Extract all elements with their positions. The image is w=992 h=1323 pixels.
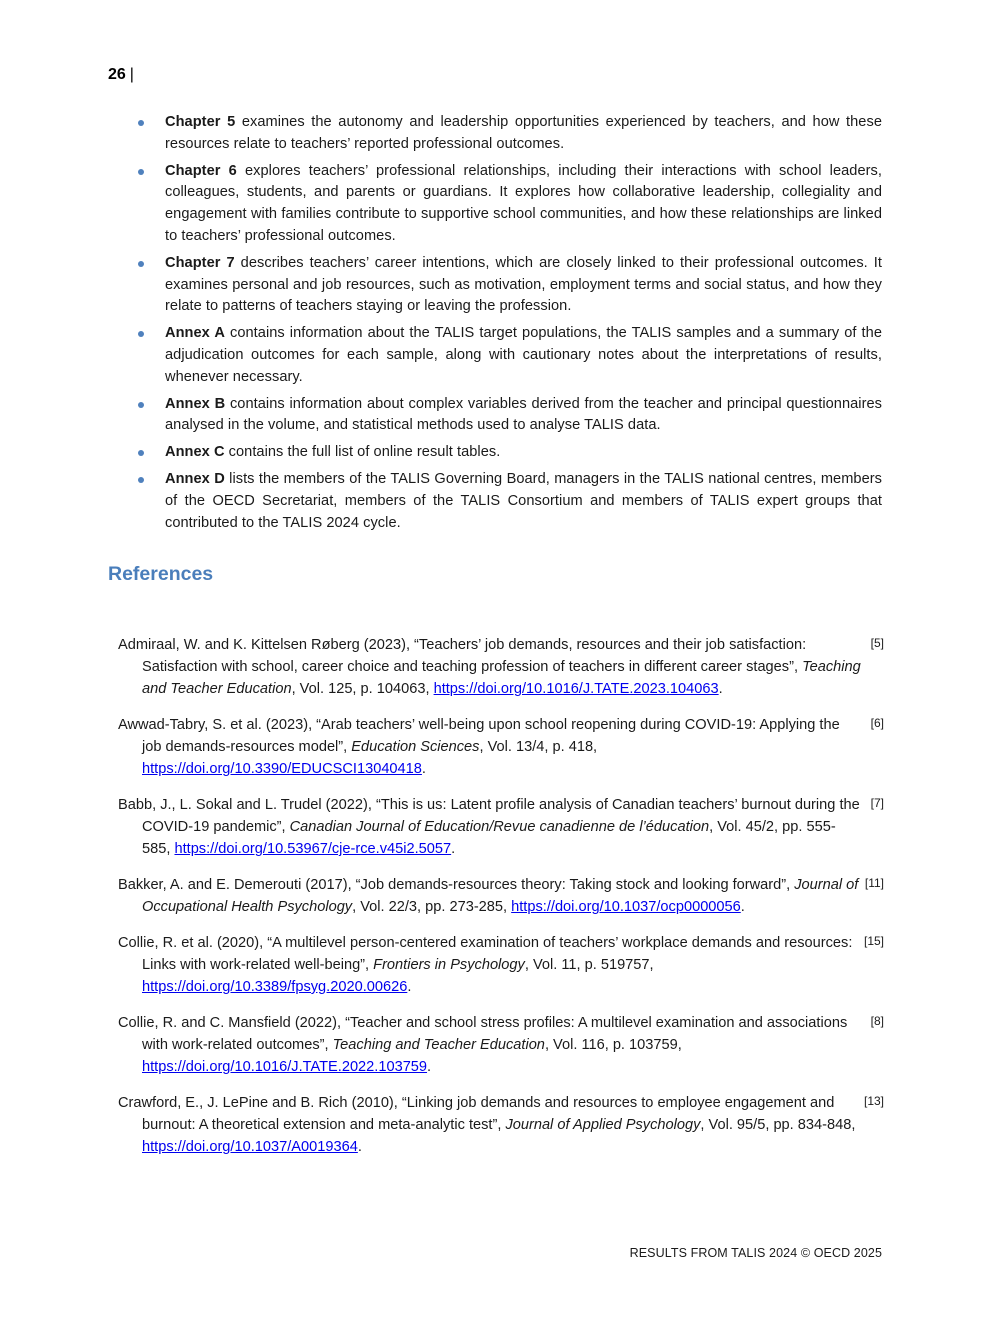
reference-number: [13] xyxy=(863,1094,884,1108)
reference-number: [11] xyxy=(864,876,884,890)
reference-entry xyxy=(118,874,886,918)
bullet-lead: Chapter 5 xyxy=(165,114,236,130)
bullet-lead: Annex B xyxy=(165,395,226,412)
bullet-text: contains the full list of online result tables. xyxy=(224,444,501,461)
references-list xyxy=(118,634,886,1172)
bullet-lead: Chapter 6 xyxy=(165,162,237,179)
bullet-icon xyxy=(138,261,144,267)
reference-volume: , Vol. 22/3, pp. 273-285, xyxy=(352,899,512,915)
reference-authors-title: Babb, J., L. Sokal and L. Trudel (2022), “This is us: Latent profile analysis of Canadian teachers’ burnout during the COVID-19 pandemic”, xyxy=(118,797,860,835)
bullet-icon xyxy=(138,331,144,337)
reference-authors-title: Collie, R. and C. Mansfield (2022), “Teacher and school stress profiles: A multilevel examination and associations with work-related outcomes”, xyxy=(118,1015,848,1053)
references-heading: References xyxy=(108,563,214,585)
reference-number: [7] xyxy=(870,796,884,810)
reference-number: [5] xyxy=(870,636,884,650)
list-item xyxy=(136,394,882,438)
reference-text xyxy=(118,874,862,918)
reference-end: . xyxy=(421,761,426,777)
reference-volume: , Vol. 116, p. 103759, xyxy=(544,1037,682,1053)
reference-doi-link[interactable]: https://doi.org/10.53967/cje-rce.v45i2.5057 xyxy=(174,841,452,857)
reference-text xyxy=(118,794,862,860)
reference-entry xyxy=(118,1092,886,1158)
reference-text xyxy=(118,932,862,998)
page-number xyxy=(108,66,134,84)
reference-number: [6] xyxy=(870,716,884,730)
reference-text xyxy=(118,634,862,700)
reference-end: . xyxy=(357,1139,362,1155)
list-item xyxy=(136,161,882,248)
reference-entry xyxy=(118,714,886,780)
chapter-bullet-list xyxy=(136,112,882,539)
reference-volume: , Vol. 45/2, pp. 555-585, xyxy=(142,819,836,857)
reference-authors-title: Awwad-Tabry, S. et al. (2023), “Arab teachers’ well-being upon school reopening during COVID-19: Applying the job demands-resources model”, xyxy=(118,717,840,755)
reference-doi-link[interactable]: https://doi.org/10.3389/fpsyg.2020.00626 xyxy=(142,979,408,995)
reference-authors-title: Crawford, E., J. LePine and B. Rich (2010), “Linking job demands and resources to employee engagement and burnout: A theoretical extension and meta-analytic test”, xyxy=(118,1095,835,1133)
reference-volume: , Vol. 11, p. 519757, xyxy=(524,957,654,973)
bullet-icon xyxy=(138,169,144,175)
reference-end: . xyxy=(718,681,723,697)
reference-text xyxy=(118,714,862,780)
reference-text xyxy=(118,1092,862,1158)
bullet-icon xyxy=(138,450,144,456)
reference-volume: , Vol. 95/5, pp. 834-848, xyxy=(700,1117,856,1133)
reference-entry xyxy=(118,932,886,998)
reference-entry xyxy=(118,1012,886,1078)
bullet-text: examines the autonomy and leadership opportunities experienced by teachers, and how these resources relate to teachers’ reported professional outcomes. xyxy=(165,114,882,152)
reference-doi-link[interactable]: https://doi.org/10.1037/ocp0000056 xyxy=(511,899,741,915)
reference-journal: Teaching and Teacher Education xyxy=(332,1037,545,1053)
page-number-separator: | xyxy=(129,66,134,83)
bullet-text: contains information about the TALIS target populations, the TALIS samples and a summary of the adjudication outcomes for each sample, along with cautionary notes about the interpretations of results, whenever necessary. xyxy=(165,325,882,385)
bullet-text: explores teachers’ professional relationships, including their interactions with school leaders, colleagues, students, and parents or guardians. It explores how collaborative leadership, collegiality and engagement with families contribute to supportive school communities, and how these relationships are linked to teachers’ professional outcomes. xyxy=(165,162,882,244)
bullet-text: lists the members of the TALIS Governing Board, managers in the TALIS national centres, members of the OECD Secretariat, members of the TALIS Consortium and members of TALIS expert groups that contributed to the TALIS 2024 cycle. xyxy=(165,470,882,531)
reference-journal: Canadian Journal of Education/Revue canadienne de l’éducation xyxy=(289,819,710,835)
reference-doi-link[interactable]: https://doi.org/10.1037/A0019364 xyxy=(142,1139,358,1155)
reference-volume: , Vol. 125, p. 104063, xyxy=(291,681,434,697)
reference-text xyxy=(118,1012,862,1078)
reference-end: . xyxy=(451,841,456,857)
reference-entry xyxy=(118,794,886,860)
reference-journal: Education Sciences xyxy=(351,739,480,755)
page-footer: RESULTS FROM TALIS 2024 © OECD 2025 xyxy=(629,1246,882,1260)
list-item xyxy=(136,442,882,464)
bullet-icon xyxy=(138,120,144,126)
list-item xyxy=(136,253,882,318)
reference-entry xyxy=(118,634,886,700)
reference-doi-link[interactable]: https://doi.org/10.1016/J.TATE.2023.104063 xyxy=(433,681,719,697)
reference-end: . xyxy=(407,979,412,995)
reference-number: [8] xyxy=(870,1014,884,1028)
bullet-lead: Annex D xyxy=(165,470,225,487)
bullet-lead: Annex C xyxy=(165,444,225,461)
reference-journal: Teaching and Teacher Education xyxy=(142,659,861,697)
bullet-text: contains information about complex variables derived from the teacher and principal questionnaires analysed in the volume, and statistical methods used to analyse TALIS data. xyxy=(165,395,883,434)
reference-number: [15] xyxy=(863,934,884,948)
reference-journal: Journal of Applied Psychology xyxy=(505,1117,701,1133)
bullet-icon xyxy=(138,477,144,483)
reference-journal: Journal of Occupational Health Psychology xyxy=(142,877,859,915)
bullet-text: describes teachers’ career intentions, which are closely linked to their professional outcomes. It examines personal and job resources, such as motivation, employment terms and social status, and how they relate to patterns of teachers staying or leaving the profession. xyxy=(165,254,882,315)
bullet-lead: Annex A xyxy=(165,325,225,342)
list-item xyxy=(136,323,882,388)
reference-end: . xyxy=(740,899,745,915)
bullet-lead: Chapter 7 xyxy=(165,254,235,271)
list-item xyxy=(136,469,882,534)
reference-authors-title: Admiraal, W. and K. Kittelsen Røberg (2023), “Teachers’ job demands, resources and their job satisfaction: Satisfaction with school, career choice and teaching profession of teachers in different career stages”, xyxy=(118,637,807,675)
list-item xyxy=(136,112,882,156)
reference-authors-title: Bakker, A. and E. Demerouti (2017), “Job demands-resources theory: Taking stock and looking forward”, xyxy=(118,877,795,893)
page-number-value: 26 xyxy=(108,66,126,83)
reference-authors-title: Collie, R. et al. (2020), “A multilevel person-centered examination of teachers’ workplace demands and resources: Links with work-related well-being”, xyxy=(118,935,853,973)
reference-doi-link[interactable]: https://doi.org/10.3390/EDUCSCI13040418 xyxy=(142,761,422,777)
reference-volume: , Vol. 13/4, p. 418, xyxy=(479,739,598,755)
reference-end: . xyxy=(427,1059,432,1075)
reference-doi-link[interactable]: https://doi.org/10.1016/J.TATE.2022.103759 xyxy=(142,1059,428,1075)
bullet-icon xyxy=(138,402,144,408)
reference-journal: Frontiers in Psychology xyxy=(373,957,525,973)
